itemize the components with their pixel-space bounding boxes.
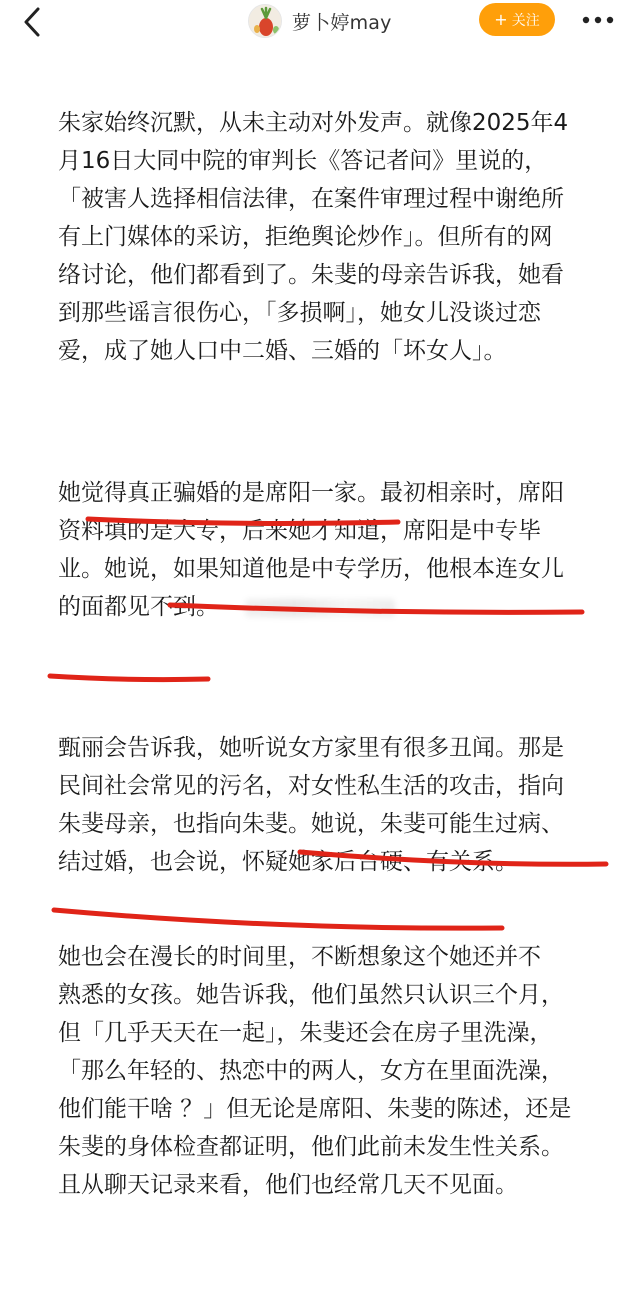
top-nav-bar [0, 0, 640, 46]
blurred-watermark [245, 599, 395, 617]
paragraph-line: 「被害人选择相信法律，在案件审理过程中谢绝所 [58, 186, 564, 212]
paragraph-line: 资料填的是大专，后来她才知道，席阳是中专毕 [58, 518, 541, 544]
paragraph-line: 月16日大同中院的审判长《答记者问》里说的， [58, 148, 548, 174]
author-info[interactable] [248, 3, 392, 39]
paragraph-line: 她觉得真正骗婚的是席阳一家。最初相亲时，席阳 [58, 480, 564, 506]
plus-icon: + [494, 9, 508, 29]
paragraph-line: 且从聊天记录来看，他们也经常几天不见面。 [58, 1172, 518, 1198]
paragraph-line: 她也会在漫长的时间里，不断想象这个她还并不 [58, 944, 541, 970]
paragraph-line: 有上门媒体的采访，拒绝舆论炒作」。但所有的网 [58, 224, 553, 250]
chevron-left-icon [21, 6, 43, 38]
paragraph-line: 结过婚，也会说，怀疑她家后台硬、有关系。 [58, 849, 518, 875]
paragraph-line: 朱斐的身体检查都证明，他们此前未发生性关系。 [58, 1134, 564, 1160]
author-name[interactable]: 萝卜婷may [292, 11, 392, 34]
follow-label: 关注 [511, 12, 540, 29]
paragraph-2 [58, 474, 598, 626]
paragraph-line: 但「几乎天天在一起」，朱斐还会在房子里洗澡， [58, 1020, 553, 1046]
paragraph-line: 业。她说，如果知道他是中专学历，他根本连女儿 [58, 556, 564, 582]
paragraph-line: 爱，成了她人口中二婚、三婚的「坏女人」。 [58, 338, 507, 364]
paragraph-line: 朱斐母亲，也指向朱斐。她说，朱斐可能生过病、 [58, 811, 564, 837]
paragraph-line: 熟悉的女孩。她告诉我，他们虽然只认识三个月， [58, 982, 564, 1008]
paragraph-line: 到那些谣言很伤心，「多损啊」，她女儿没谈过恋 [58, 300, 541, 326]
paragraph-line: 他们能干啥 ？」但无论是席阳、朱斐的陈述，还是 [58, 1096, 572, 1122]
back-button[interactable] [14, 4, 50, 40]
red-underline-3 [50, 676, 208, 680]
paragraph-line: 「那么年轻的、热恋中的两人，女方在里面洗澡， [58, 1058, 564, 1084]
author-avatar[interactable] [248, 4, 282, 38]
follow-button[interactable] [479, 3, 555, 36]
paragraph-4 [58, 938, 598, 1204]
paragraph-line: 朱家始终沉默，从未主动对外发声。就像2025年4 [58, 110, 569, 136]
more-dots-icon [581, 15, 615, 25]
avatar-image [249, 5, 282, 38]
paragraph-3 [58, 729, 598, 881]
paragraph-line: 络讨论，他们都看到了。朱斐的母亲告诉我，她看 [58, 262, 564, 288]
paragraph-1 [58, 104, 598, 370]
paragraph-line: 民间社会常见的污名，对女性私生活的攻击，指向 [58, 773, 564, 799]
paragraph-line: 甄丽会告诉我，她听说女方家里有很多丑闻。那是 [58, 735, 564, 761]
paragraph-line-last [58, 588, 598, 626]
red-underline-5 [54, 910, 502, 928]
paragraph-line-text: 的面都见不到。 [58, 594, 219, 620]
more-button[interactable] [578, 4, 618, 36]
